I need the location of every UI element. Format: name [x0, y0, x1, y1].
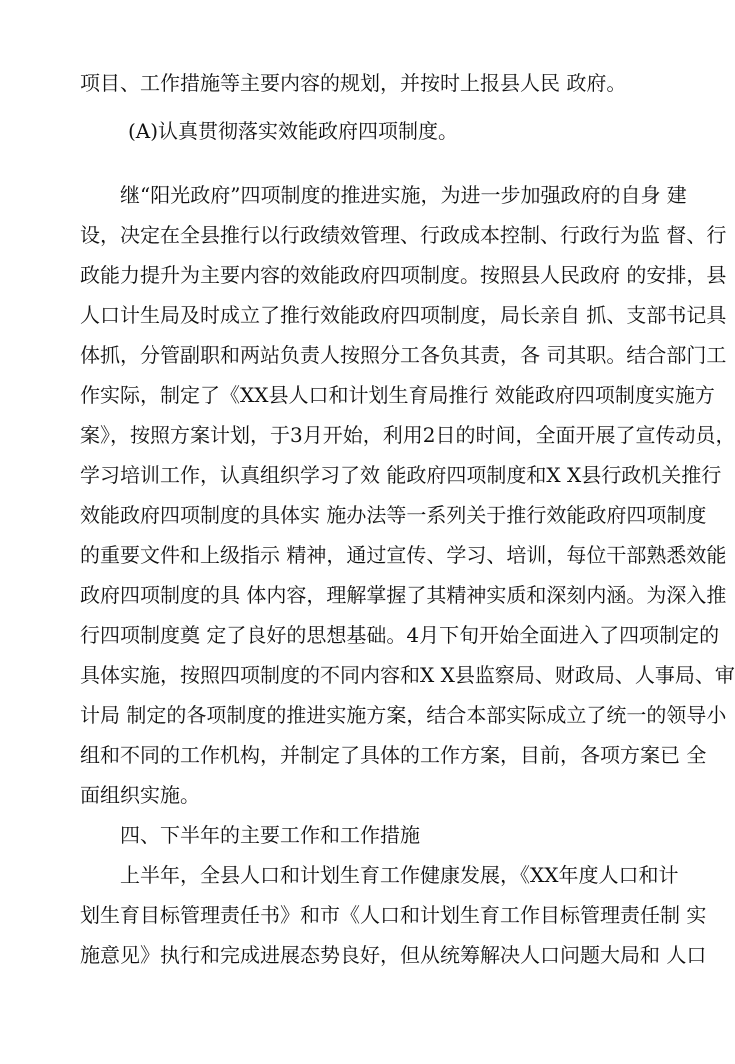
- text-line-6: 人口计生局及时成立了推行效能政府四项制度，局长亲自 抓、支部书记具: [80, 303, 727, 327]
- text-line-16: 计局 制定的各项制度的推进实施方案，结合本部实际成立了统一的领导小: [80, 703, 727, 727]
- section-heading-a: (A)认真贯彻落实效能政府四项制度。: [128, 119, 459, 143]
- text-line-21: 划生育目标管理责任书》和市《人口和计划生育工作目标管理责任制 实: [80, 903, 707, 927]
- text-line-9: 案》，按照方案计划，于3月开始，利用2日的时间，全面开展了宣传动员，: [80, 423, 735, 447]
- text-line-10: 学习培训工作，认真组织学习了效 能政府四项制度和X X县行政机关推行: [80, 463, 722, 487]
- text-line-22: 施意见》执行和完成进展态势良好，但从统筹解决人口问题大局和 人口: [80, 943, 707, 967]
- text-line-5: 政能力提升为主要内容的效能政府四项制度。按照县人民政府 的安排，县: [80, 263, 727, 287]
- text-line-7: 体抓，分管副职和两站负责人按照分工各负其责，各 司其职。结合部门工: [80, 343, 727, 367]
- text-line-15: 具体实施，按照四项制度的不同内容和X X县监察局、财政局、人事局、审: [80, 663, 735, 687]
- text-line-20: 上半年，全县人口和计划生育工作健康发展，《XX年度人口和计: [120, 863, 679, 887]
- text-line-17: 组和不同的工作机构，并制定了具体的工作方案，目前，各项方案已 全: [80, 743, 707, 767]
- text-line-4: 设，决定在全县推行以行政绩效管理、行政成本控制、行政行为监 督、行: [80, 223, 727, 247]
- text-line-14: 行四项制度奠 定了良好的思想基础。4月下旬开始全面进入了四项制定的: [80, 623, 720, 647]
- text-line-13: 政府四项制度的具 体内容，理解掌握了其精神实质和深刻内涵。为深入推: [80, 583, 727, 607]
- text-line-8: 作实际，制定了《XX县人口和计划生育局推行 效能政府四项制度实施方: [80, 383, 715, 407]
- text-line-12: 的重要文件和上级指示 精神，通过宣传、学习、培训，每位干部熟悉效能: [80, 543, 727, 567]
- text-line-18: 面组织实施。: [80, 783, 200, 807]
- text-line-3: 继“阳光政府”四项制度的推进实施，为进一步加强政府的自身 建: [120, 183, 687, 207]
- section-heading-4: 四、下半年的主要工作和工作措施: [120, 823, 420, 847]
- text-line-11: 效能政府四项制度的具体实 施办法等一系列关于推行效能政府四项制度: [80, 503, 707, 527]
- text-line-1: 项目、工作措施等主要内容的规划，并按时上报县人民 政府。: [80, 71, 627, 95]
